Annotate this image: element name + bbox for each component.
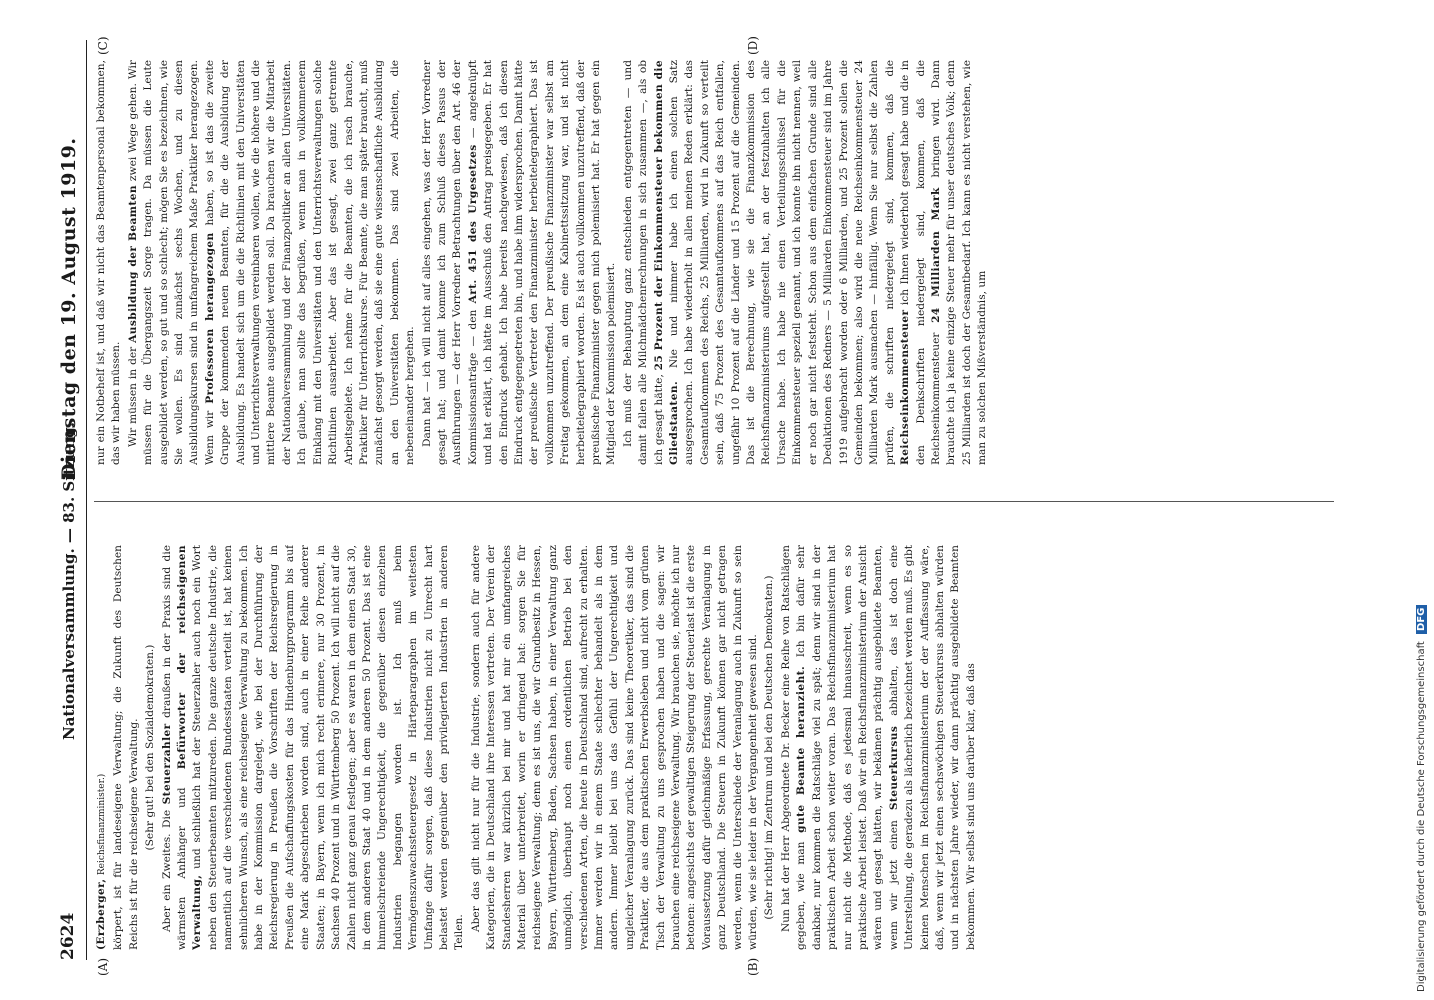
emphasis: Art. 451 des Urgesetzes	[466, 144, 479, 304]
column-divider	[94, 501, 1334, 502]
right-column	[94, 60, 1334, 465]
page-header	[58, 40, 87, 960]
paragraph: nur ein Notbehelf ist, und daß wir nicht das Beamtenpersonal bekommen, das wir haben müssen.	[95, 60, 123, 465]
text-run: ich Ihnen wiederholt gesagt habe und die in den Denkschriften niedergelegt sind, kommen, daß die Reichseinkommensteuer	[899, 60, 942, 465]
paragraph	[420, 60, 620, 465]
paragraph: Aber das gilt nicht nur für die Industrie, sondern auch für andere Kategorien, die in Deutschland ihre Interessen vertreten. Der Verein der Standesherren war kürzlich bei mir und hat mir ein umfangreiches Material über unterbreitet, worin er dringend bat: sorgen Sie für reichseigene Verwaltung; denn es ist uns, die wir Grundbesitz in Hessen, Bayern, Württemberg, Baden, Sachsen haben, in einer Verwaltung ganz unmöglich, überhaupt noch einen ordentlichen Betrieb bei den verschiedenen Arten, die heute in Deutschland sind, aufrecht zu erhalten. Immer werden wir in einem Staate schlechter behandelt als in dem andern. Immer bleibt bei uns das Gefühl der Ungerechtigkeit und ungleicher Veranlagung zurück. Das sind keine Theoretiker, das sind die Praktiker, die aus dem praktischen Erwerbsleben und nicht vom grünen Tisch der Verwaltung zu uns gesprochen haben und die sagen: wir brauchen eine reichseigene Verwaltung. Wir brauchen sie, möchte ich nur betonen: angesichts der gewaltigen Steigerung der Steuerlast ist die erste Voraussetzung dafür gleichmäßige Erfassung, gerechte Veranlagung in ganz Deutschland. Die Steuern in Zukunft können gar nicht getragen werden, wenn die Unterschiede der Veranlagung auch in Zukunft so sein würden, wie sie leider in der Vergangenheit gewesen sind.	[469, 545, 760, 950]
text-run: Nun hat der Herr Abgeordnete Dr. Becker eine Reihe von Ratschlägen gegeben, wie man	[779, 545, 808, 950]
session-date: Dienstag den 19. August 1919.	[58, 137, 80, 480]
margin-mark-c: (C)	[96, 36, 110, 55]
emphasis: Professoren herangezogen	[203, 232, 216, 404]
emphasis: gute Beamte heranzieht.	[795, 665, 808, 833]
text-run: Nie und nimmer habe ich einen solchen Satz ausgesprochen. Ich habe wiederholt in allen meinen Reden erklärt: das Gesamtaufkommen des Reichs, 25 Milliarden, wird in Zukunft so verteilt sein, daß 75 Prozent des Gesamtaufkommens auf das Reich entfallen, ungefähr 10 Prozent auf die Länder und 15 Prozent auf die Gemeinden. Das ist die Berechnung, wie sie die Finanzkommission des Reichsfinanzministeriums aufgestellt hat, an der festzuhalten ich alle Ursache habe. Ich habe nie einen Verteilungsschlüssel für die Einkommensteuer speziell genannt, und ich konnte ihn nicht nennen, weil er noch gar nicht feststeht. Schon aus dem einfachen Grunde sind alle Deduktionen des Redners — 5 Milliarden Einkommensteuer sind im Jahre 1919 aufgebracht worden oder 6 Milliarden, und 25 Prozent sollen die Gemeinden bekommen; also wird die neue Reichseinkommensteuer 24 Milliarden Mark ausmachen — hinfällig. Wenn Sie nur selbst die Zahlen prüfen, die schriften niedergelegt sind, kommen, daß die	[668, 60, 896, 465]
text-run: bringen wird. Dann brauchte ich ja keine einzige Steuer mehr für unser deutsches Volk; denn 25 Milliarden ist doch der Gesamtbedarf. Ich kann es nicht verstehen, wie man zu solchen Mißverständnis, um	[929, 60, 989, 465]
speaker-line	[94, 545, 110, 950]
session-title: Nationalversammlung. — 83. Sitzung.	[60, 422, 78, 740]
text-run: zwei Wege gehen. Wir müssen für die Übergangszeit Sorge tragen. Da müssen die Leute ausgebildet werden, so gut und so schlecht; mögen Sie es bezeichnen, wie Sie wollen. Es sind zunächst sechs Wochen, und zu diesen Ausbildungskursen sind in umfangreichem Maße Praktiker herangezogen. Wenn wir	[126, 60, 216, 465]
emphasis: 25 Prozent der Einkommensteuer bekommen die Gliedstaaten.	[652, 60, 681, 465]
paragraph	[779, 545, 979, 950]
paragraph	[621, 60, 991, 465]
margin-mark-b: (B)	[746, 957, 760, 976]
emphasis: Steuerkursus	[887, 725, 900, 811]
left-column	[94, 545, 1334, 950]
text-run: Wir müssen in der	[126, 346, 139, 447]
page-number: 2624	[58, 912, 78, 960]
emphasis: Reichseinkommensteuer	[899, 309, 912, 465]
speaker-name: (Erzberger,	[95, 878, 107, 950]
paragraph: körpert, ist für landeseigene Verwaltung; die Zukunft des Deutschen Reichs ist für die reichseigene Verwaltung.	[112, 545, 140, 950]
margin-mark-d: (D)	[746, 36, 760, 55]
emphasis: Steuerzahler	[160, 723, 173, 805]
digitization-text: Digitalisierung gefördert durch die Deutsche Forschungsgemeinschaft	[1416, 641, 1427, 992]
document-page	[6, 20, 1346, 980]
margin-mark-a: (A)	[96, 957, 110, 976]
emphasis: Befürworter der reichseigenen Verwaltung,	[176, 545, 204, 950]
paragraph	[160, 545, 468, 950]
text-run: Ich bin dafür sehr dankbar, nur kommen die Ratschläge viel zu spät; denn wir sind in der praktischen Arbeit schon weiter voran. Das Reichsfinanzministerium hat nur nicht die Methode, daß es jedesmal hinausschreit, wenn es so praktische Arbeit leistet. Daß wir ein Reichsfinanzministerium der Ansicht wären und gesagt hätten, wir bekämen prächtig ausgebildete Beamten, wenn wir jetzt einen	[795, 545, 900, 950]
emphasis: Ausbildung der Beamten	[126, 185, 139, 343]
text-run: — angeknüpft und hat erklärt, ich hätte im Ausschuß den Antrag preisgegeben. Er hat den Eindruck gehabt. Ich habe bereits nachgewiesen, daß ich diesen Eindruck entgegengetreten bin, und habe ihm widersprochen. Damit hätte der preußische Vertreter den Finanzminister herbeitelegraphiert. Das ist vollkommen unzutreffend. Der preußische Finanzminister war selbst am Freitag gekommen, an dem eine Kabinettssitzung war, und ist nicht herbeitelegraphiert worden. Es ist auch vollkommen unzutreffend, daß der preußische Finanzminister gegen mich polemisiert hat. Er hat gegen ein Mitglied der Kommission polemisiert.	[466, 60, 618, 465]
speaker-role: Reichsfinanzminister.)	[97, 773, 107, 876]
text-run: abhalten, das ist doch eine Unterstellung, die geradezu als lächerlich bezeichnet werden muß. Es gibt keinen Menschen im Reichsfinanzministerium der der Auffassung wäre, daß, wenn wir jetzt einen sechswöchigen Steuerkursus abhalten würden und in nächsten Jahre wieder, wir dann prächtig ausgebildete Beamten bekommen. Wir selbst sind uns darüber klar, daß das	[887, 545, 977, 950]
text-run: haben, so ist das die zweite Gruppe der kommenden neuen Beamten, für die die Ausbildung der Ausbildung. Es handelt sich um die die Richtlinien mit den Universitäten und Unterrichtsverwaltungen vereinbaren wollen, wie die höhere und die mittlere Beamte ausgebildet werden soll. Da brauchen wir die Mitarbeit der Nationalversammlung und der Finanzpolitiker an allen Universitäten. Ich glaube, man sollte das begrüßen, wenn man in vollkommenem Einklang mit den Universitäten und den Unterrichtsverwaltungen solche Richtlinien ausarbeitet. Aber das ist gesagt, zwei ganz getrennte Arbeitsgebiete. Ich nehme für die Beamten, die ich rasch brauche, Praktiker für Unterrichtskurse. Für Beamte, die man später braucht, muß zunächst gesorgt werden, daß sie eine gute wissenschaftliche Ausbildung an den Universitäten bekommen. Das sind zwei Arbeiten, die nebeneinander hergehen.	[203, 60, 417, 465]
paragraph	[126, 60, 419, 465]
text-run: Dann hat — ich will nicht auf alles eingehen, was der Herr Vorredner gesagt hat; und damit komme ich zum Schluß dieses Passus der Ausführungen — der Herr Vorredner Betrachtungen über den Art. 46 der Kommissionsanträge — den	[420, 60, 479, 465]
text-run: und schließlich hat der Steuerzahler auch noch ein Wort neben den Steuerbeamten mitzureden. Die ganze deutsche Industrie, die namentlich auf die verschiedenen Bundesstaaten verteilt ist, hat keinen sehnlicheren Wunsch, als eine reichseigene Verwaltung zu bekommen. Ich habe in der Kommission dargelegt, wie bei der Durchführung der Reichsregierung in Preußen die Vorschriften der Reichsregierung in Preußen die Aufschaffungskosten für das Hindenburgprogramm bis auf eine Mark abgeschrieben worden sind, auch in einer Reihe anderer Staaten; in Bayern, wenn ich mich recht erinnere, nur 30 Prozent, in Sachsen 40 Prozent und in Württemberg 50 Prozent. Ich will nicht auf die Zahlen nicht ganz genau festlegen; aber es waren in dem einen Staat 30, in dem anderen Staat 40 und in dem anderen 50 Prozent. Das ist eine himmelschreiende Ungerechtigkeit, die gegenüber diesen einzelnen Industrien begangen worden ist. Ich muß beim Vermögenszuwachssteuergesetz in Härteparagraphen im weitesten Umfange dafür sorgen, daß diese Industrien nicht zu Unrecht hart belastet werden gegenüber den privilegierten Industrien in anderen Teilen.	[191, 545, 466, 950]
text-run: Ich muß der Behauptung ganz entschieden entgegentreten — und damit fallen alle Milchmädchenrechnungen in sich zusammen —, als ob ich gesagt hätte,	[621, 60, 665, 465]
emphasis: 24 Milliarden Mark	[929, 187, 942, 323]
text-run: Aber ein Zweites. Die	[160, 809, 173, 932]
text-run: draußen in der Praxis sind die wärmsten Anhänger und	[160, 545, 189, 950]
applause-note: (Sehr gut! bei den Sozialdemokraten.)	[144, 644, 157, 851]
applause-note: (Sehr richtig! im Zentrum und bei den Deutschen Demokraten.)	[763, 575, 776, 920]
dfg-logo: DFG	[1416, 605, 1427, 634]
digitization-credit	[1416, 8, 1430, 992]
